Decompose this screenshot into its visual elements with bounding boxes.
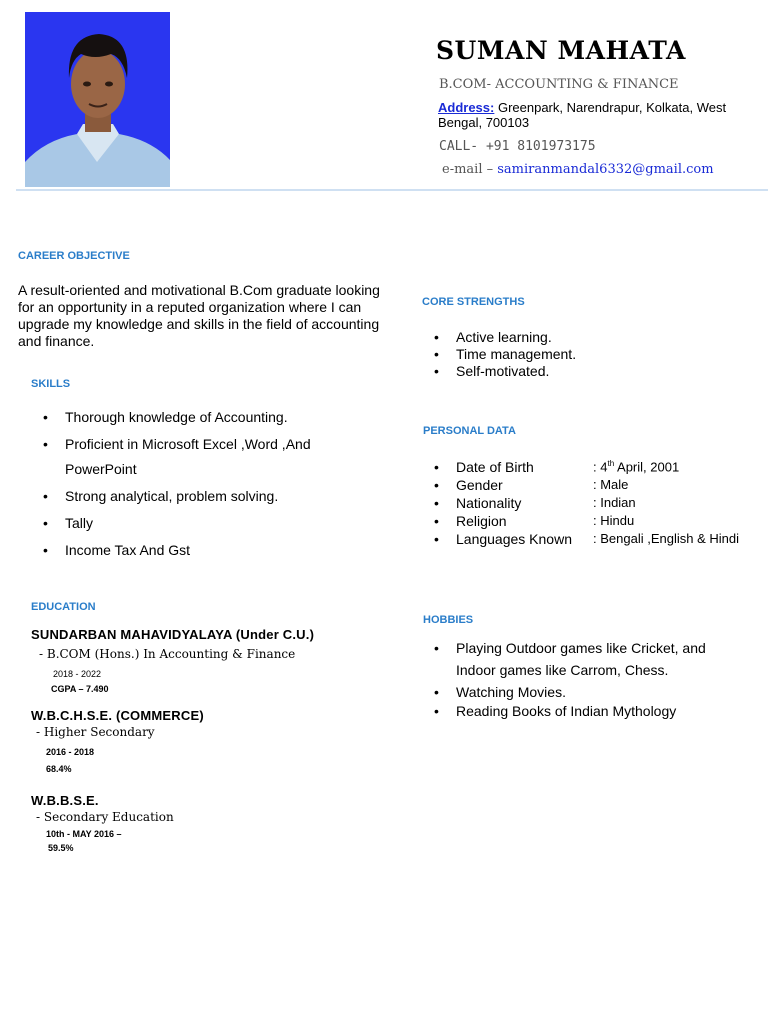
personal-data-row: • Gender : Male (434, 477, 629, 493)
education-years: 2016 - 2018 (46, 747, 95, 757)
email-link[interactable]: samiranmandal6332@gmail.com (497, 162, 714, 177)
core-strength-item: • Self-motivated. (434, 363, 550, 379)
personal-data-heading: PERSONAL DATA (423, 425, 516, 437)
hobbies-heading: HOBBIES (423, 614, 474, 626)
education-degree: - Higher Secondary (36, 725, 155, 739)
core-strength-item: • Time management. (434, 346, 577, 362)
personal-data-row: • Date of Birth : 4th April, 2001 (434, 459, 680, 475)
personal-data-value: : 4th April, 2001 (593, 459, 680, 475)
personal-data-value: : Hindu (593, 513, 635, 528)
hobby-item: • Reading Books of Indian Mythology (434, 703, 677, 719)
skill-item: • Tally (43, 515, 94, 531)
education-score: CGPA – 7.490 (51, 684, 109, 694)
personal-data-table (434, 459, 756, 554)
profile-photo (25, 12, 170, 187)
personal-data-value: : Indian (593, 495, 636, 510)
education-institution: W.B.B.S.E. (31, 793, 99, 808)
skill-item: • Strong analytical, problem solving. (43, 488, 279, 504)
profile-photo-figure (25, 12, 170, 187)
address-value: Greenpark, Narendrapur, Kolkata, West Bengal, 700103 (438, 100, 727, 130)
phone-number: CALL- +91 8101973175 (439, 139, 596, 154)
degree-title: B.COM- ACCOUNTING & FINANCE (439, 77, 679, 92)
personal-data-label: Languages Known (456, 531, 572, 547)
hobbies-list (434, 637, 721, 721)
skill-item: • Income Tax And Gst (43, 542, 191, 558)
core-strengths-heading: CORE STRENGTHS (422, 296, 525, 308)
education-years: 2018 - 2022 (53, 669, 102, 679)
education-score: 59.5% (48, 843, 74, 853)
education-degree: - Secondary Education (36, 810, 174, 824)
education-institution: SUNDARBAN MAHAVIDYALAYA (Under C.U.) (31, 627, 315, 642)
hobby-item: • Playing Outdoor games like Cricket, and Indoor games like Carrom, Chess. (434, 640, 706, 678)
personal-data-label: Religion (456, 513, 507, 529)
personal-data-value: : Male (593, 477, 629, 492)
personal-data-label: Gender (456, 477, 503, 493)
hobby-item: • Watching Movies. (434, 684, 566, 700)
education-heading: EDUCATION (31, 601, 96, 613)
candidate-name: SUMAN MAHATA (436, 36, 686, 65)
personal-data-label: Date of Birth (456, 459, 534, 475)
personal-data-row: • Religion : Hindu (434, 513, 635, 529)
education-years: 10th - MAY 2016 – (46, 829, 122, 839)
skill-item: • Proficient in Microsoft Excel ,Word ,And PowerPoint (43, 436, 311, 477)
skill-item: • Thorough knowledge of Accounting. (43, 409, 288, 425)
skills-heading: SKILLS (31, 378, 71, 390)
career-objective-heading: CAREER OBJECTIVE (18, 250, 130, 262)
personal-data-row: • Languages Known : Bengali ,English & Hindi (434, 531, 739, 547)
personal-data-row: • Nationality : Indian (434, 495, 636, 511)
address-label: Address: (438, 100, 495, 115)
education-score: 68.4% (46, 764, 72, 774)
personal-data-label: Nationality (456, 495, 522, 511)
header-divider (16, 189, 768, 191)
email-label: e-mail – (442, 162, 498, 177)
personal-data-value: : Bengali ,English & Hindi (593, 531, 739, 546)
education-degree: - B.COM (Hons.) In Accounting & Finance (39, 647, 296, 661)
career-objective-text: A result-oriented and motivational B.Com graduate looking for an opportunity in a reputed organization where I can upgrade my knowledge and skills in the field of accounting and finance. (18, 282, 380, 349)
core-strength-item: • Active learning. (434, 329, 552, 345)
email (442, 162, 714, 177)
skills-list (43, 405, 355, 565)
education-institution: W.B.C.H.S.E. (COMMERCE) (31, 708, 204, 723)
core-strengths-list (434, 329, 746, 380)
address (438, 100, 758, 130)
